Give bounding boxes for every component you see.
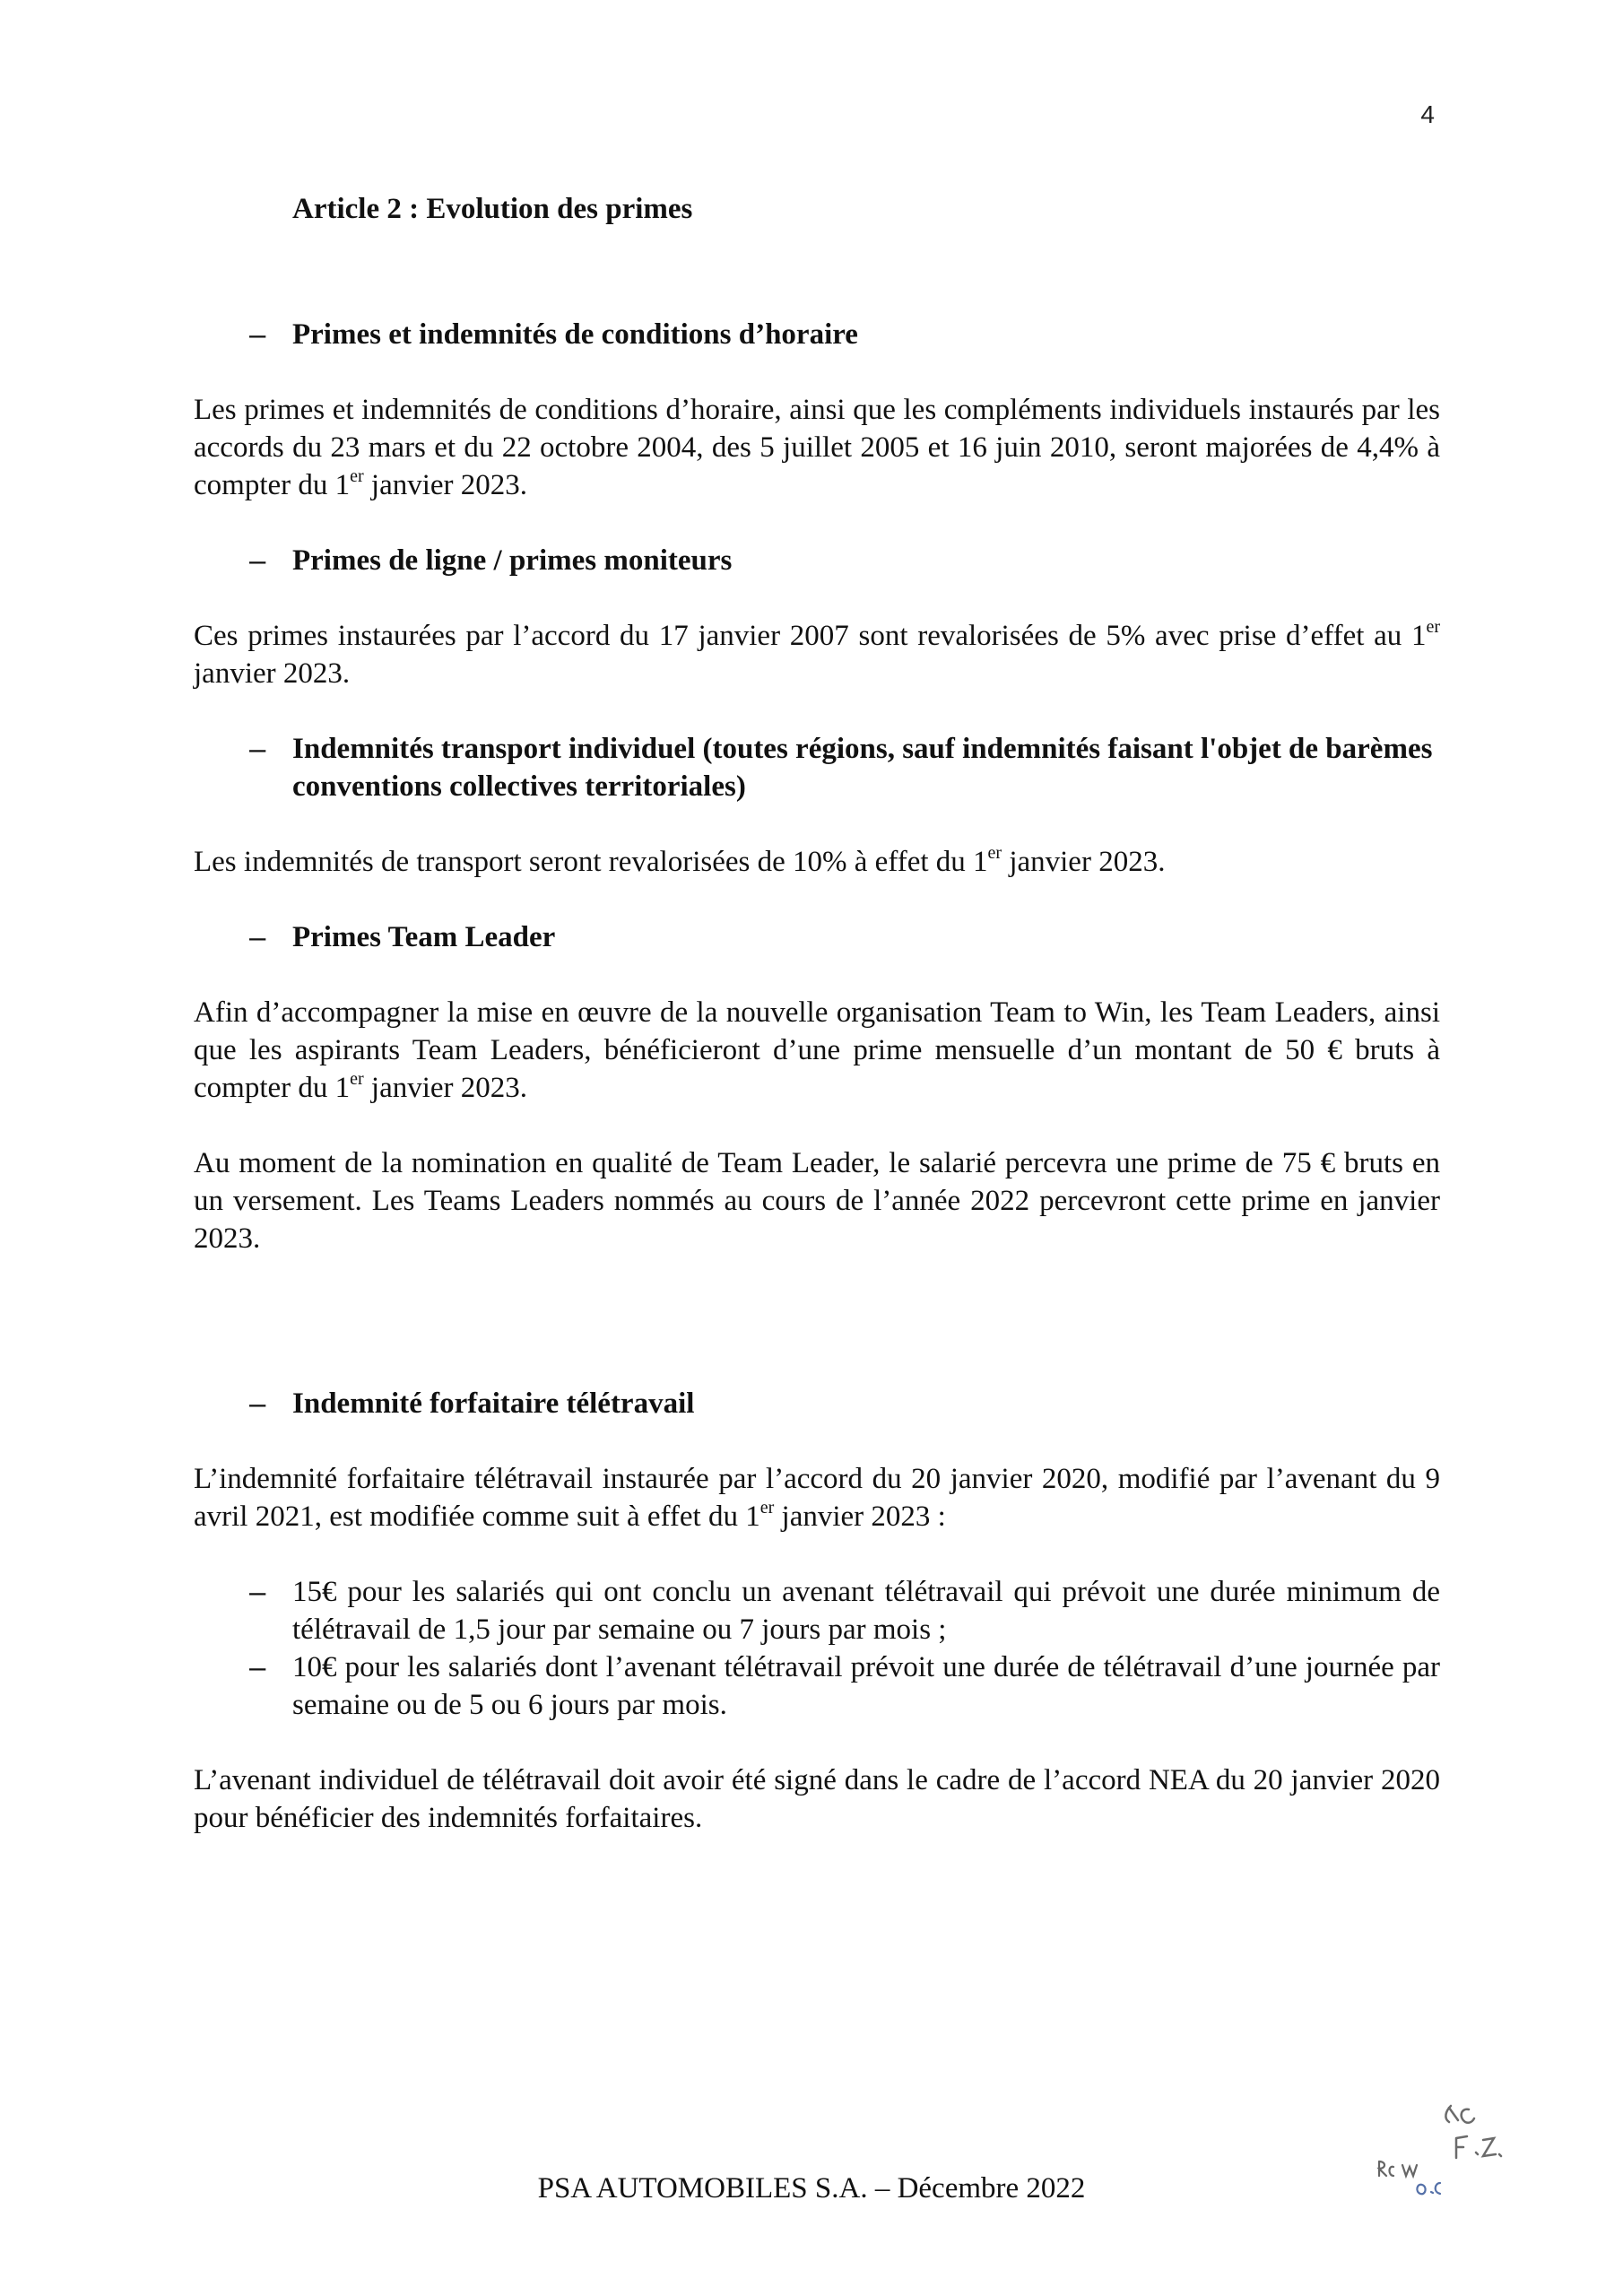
article-title: Article 2 : Evolution des primes <box>292 193 693 225</box>
dash-bullet: – <box>249 920 266 953</box>
section-heading-horaire <box>194 316 1440 353</box>
paragraph-team-leader-2: Au moment de la nomination en qualité de Team Leader, le salarié percevra une prime de 75 € bruts en un versement. Les Teams Leaders nommés au cours de l’année 2022 percevront cette prime en janvier 2023. <box>194 1147 1440 1255</box>
dash-bullet: – <box>249 732 266 765</box>
dash-bullet: – <box>249 317 266 351</box>
paragraph-team-leader-1: Afin d’accompagner la mise en œuvre de la nouvelle organisation Team to Win, les Team Leaders, ainsi que les aspirants Team Leaders, bénéficieront d’une prime mensuelle d’un montant de 50 € bruts à compter du 1er janvier 2023. <box>194 996 1440 1104</box>
paragraph-teletravail-closing: L’avenant individuel de télétravail doit avoir été signé dans le cadre de l’accord NEA du 20 janvier 2020 pour bénéficier des indemnités forfaitaires. <box>194 1764 1440 1834</box>
section-heading-transport <box>194 730 1440 805</box>
heading-text: Primes de ligne / primes moniteurs <box>292 544 733 577</box>
spacer <box>194 1295 1440 1385</box>
list-item: – 15€ pour les salariés qui ont conclu un avenant télétravail qui prévoit une durée minimum de télétravail de 1,5 jour par semaine ou 7 jours par mois ; <box>249 1575 1440 1646</box>
heading-text: Primes et indemnités de conditions d’horaire <box>292 318 858 351</box>
paragraph-teletravail-intro: L’indemnité forfaitaire télétravail instaurée par l’accord du 20 janvier 2020, modifié par l’avenant du 9 avril 2021, est modifiée comme suit à effet du 1er janvier 2023 : <box>194 1463 1440 1533</box>
section-heading-teletravail <box>194 1385 1440 1422</box>
list-item: – 10€ pour les salariés dont l’avenant télétravail prévoit une durée de télétravail d’une journée par semaine ou de 5 ou 6 jours par mois. <box>249 1650 1440 1721</box>
heading-text: Indemnité forfaitaire télétravail <box>292 1387 695 1420</box>
dash-bullet: – <box>249 1650 266 1683</box>
dash-bullet: – <box>249 1387 266 1420</box>
paragraph-ligne: Ces primes instaurées par l’accord du 17 janvier 2007 sont revalorisées de 5% avec prise d’effet au 1er janvier 2023. <box>194 617 1440 690</box>
heading-text: Indemnités transport individuel (toutes régions, sauf indemnités faisant l'objet de barèmes conventions collectives territoriales) <box>292 733 1433 803</box>
document-body <box>194 190 1440 1874</box>
page-footer: PSA AUTOMOBILES S.A. – Décembre 2022 <box>537 2172 1086 2205</box>
heading-text: Primes Team Leader <box>292 921 556 953</box>
handwritten-initials <box>1363 2099 1524 2206</box>
section-heading-ligne <box>194 542 1440 579</box>
page-number: 4 <box>1420 100 1435 128</box>
section-heading-team-leader <box>194 918 1440 956</box>
dash-bullet: – <box>249 544 266 577</box>
dash-bullet: – <box>249 1575 266 1608</box>
teletravail-list <box>194 1573 1440 1724</box>
paragraph-horaire: Les primes et indemnités de conditions d’horaire, ainsi que les compléments individuels instaurés par les accords du 23 mars et du 22 octobre 2004, des 5 juillet 2005 et 16 juin 2010, seront majorées de 4,4% à compter du 1er janvier 2023. <box>194 394 1440 501</box>
paragraph-transport: Les indemnités de transport seront revalorisées de 10% à effet du 1er janvier 2023. <box>194 843 1166 878</box>
